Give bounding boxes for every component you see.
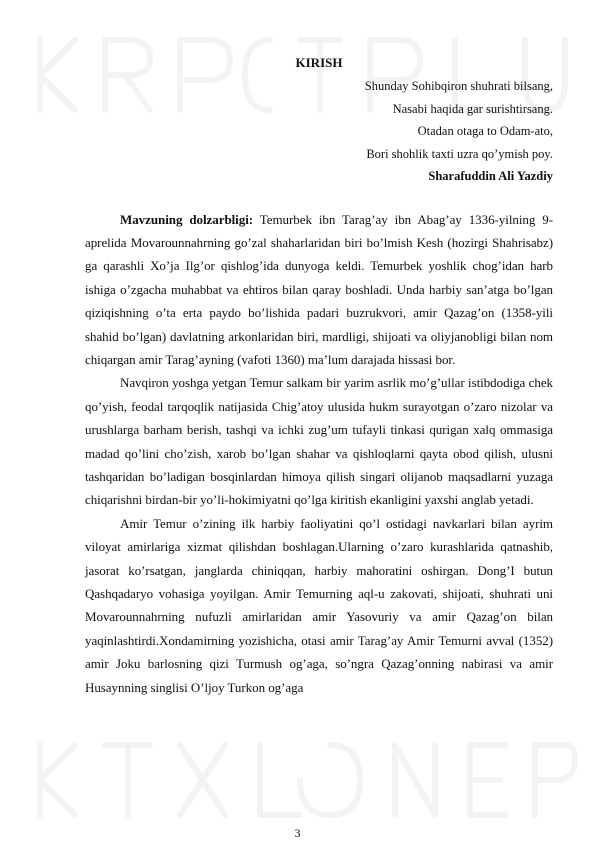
epigraph-line: Bori shohlik taxti uzra qo’ymish poy. [366,146,553,161]
epigraph [85,75,553,188]
epigraph-line: Shunday Sohibqiron shuhrati bilsang, [364,79,553,93]
document-title: KIRISH [295,55,343,70]
spacer [85,188,553,208]
document-page [85,55,553,699]
epigraph-line: Nasabi haqida gar surishtirsang. [392,101,553,116]
paragraph-relevance [85,208,553,372]
page-number: 3 [294,826,301,840]
paragraph-lead: Mavzuning dolzarbligi: [120,211,254,227]
epigraph-line: Otadan otaga to Odam-ato, [417,124,553,138]
paragraph [85,512,553,699]
epigraph-author: Sharafuddin Ali Yazdiy [428,169,553,183]
paragraph-text: Navqiron yoshga yetgan Temur salkam bir yarim asrlik mo’g’ullar istibdodiga chek qo’yish, feodal tarqoqlik natijasida Chig’atoy ulusida hukm surayotgan o’zaro nizolar va urushlarga barham berish, tashqi va ichki zug’um tufayli tinkasi qurigan xalq ommasiga madad qo’lini cho’zish, xarob bo’lgan shahar va qishloqlarni qayta obod qilish, ulusni tashqaridan bo’ladigan bosqinlardan himoya qilish singari olijanob maqsadlarni yuzaga chiqarishni birdan-bir yo’li-hokimiyatni qo’lga kiritish ekanligini yaxshi anglab yetadi. [85,375,553,508]
paragraph [85,371,553,511]
paragraph-text: Temurbek ibn Tarag’ay ibn Abag’ay 1336-yilning 9-aprelida Movarounnahrning go’zal shaharlaridan biri bo’lmish Kesh (hozirgi Shahrisabz) ga qarashli Xo’ja Ilg’or qishlog’ida dunyoga keldi. Temurbek yoshlik chog’idan harb ishiga o’zgacha muhabbat va ehtiros bilan qaray boshladi. Unda harbiy san’atga bo’lgan qiziqishning o’ta erta paydo bo’lishida padari buzrukvori, amir Qazag’on (1358-yili shahid bo’lgan) davlatning arkonlaridan biri, mardligi, shijoati va oliyjanobligi bilan nom chiqargan amir Tarag’ayning (vafoti 1360) ma’lum darajada hissasi bor. [85,211,553,367]
paragraph-text: Amir Temur o’zining ilk harbiy faoliyatini qo’l ostidagi navkarlari bilan ayrim viloyat amirlariga xizmat qilishdan boshlagan.Ularning o’zaro kurashlarida qatnashib, jasorat ko’rsatgan, janglarda chiniqqan, harbiy mahoratini oshirgan. Dong’I butun Qashqadaryo vohasiga yoyilgan. Amir Temurning aql-u zakovati, shijoati, shuhrati uni Movarounnahrning nufuzli amirlaridan amir Yasovuriy va amir Qazag’on bilan yaqinlashtirdi.Xondamirning yozishicha, otasi amir Tarag’ay Amir Temurni avval (1352) amir Joku barlosning qizi Turmush og’aga, so’ngra Qazag’onning nabirasi va amir Husaynning singlisi O’ljoy Turkon og’aga [85,515,553,695]
